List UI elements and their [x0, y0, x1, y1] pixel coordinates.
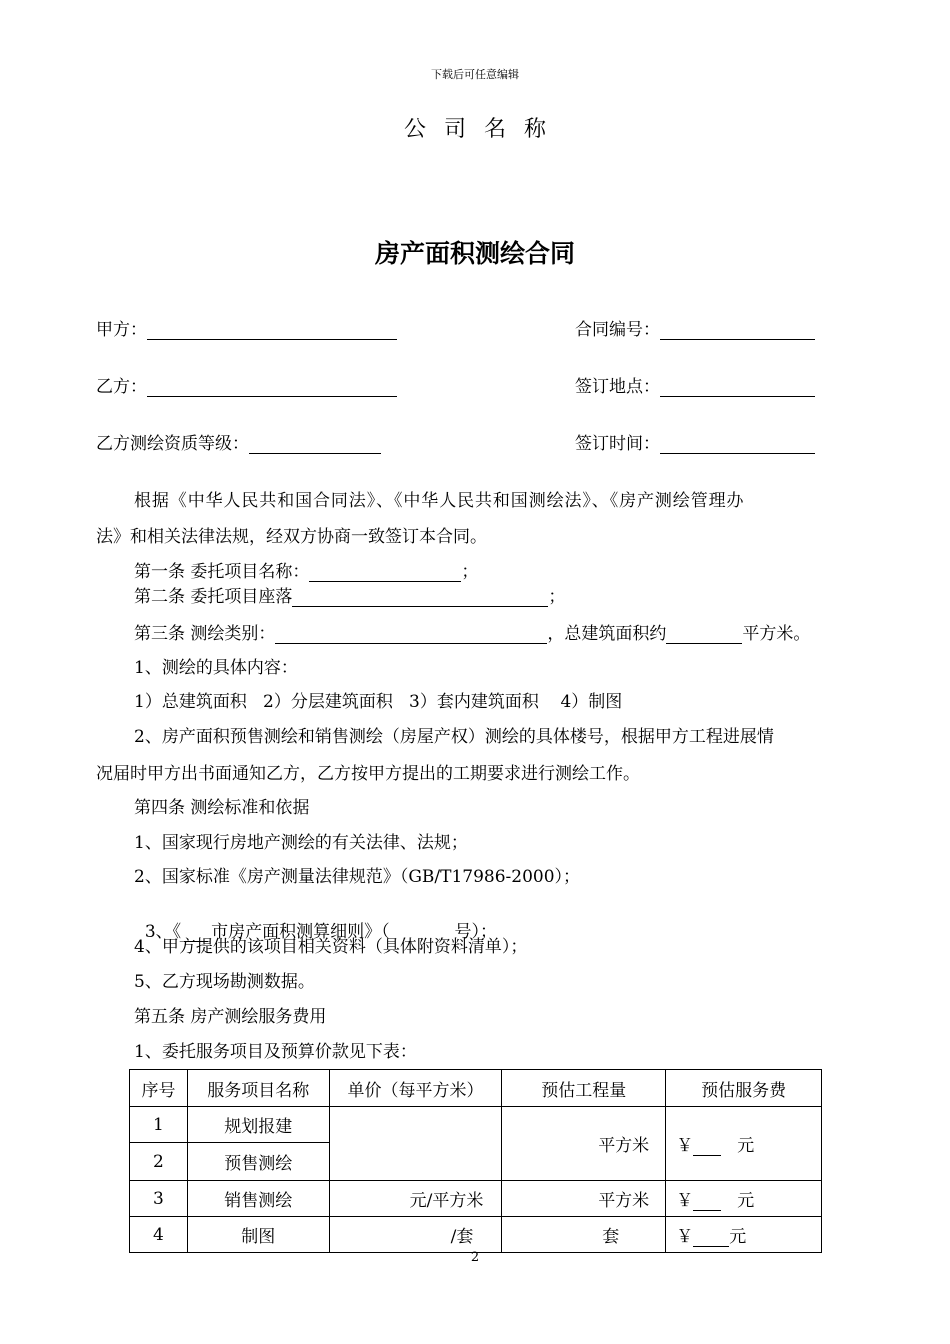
- sign-time-field: [575, 429, 815, 454]
- row-number: 2: [130, 1143, 188, 1181]
- table-header: 序号: [130, 1070, 188, 1107]
- party-a-label: 甲方：: [96, 320, 147, 340]
- page-number: 2: [470, 1250, 480, 1265]
- currency-symbol: ￥: [676, 1136, 694, 1156]
- article-2-label: 第二条 委托项目座落: [134, 587, 293, 607]
- sign-time-blank[interactable]: [660, 435, 815, 454]
- table-header: 单价（每平方米）: [329, 1070, 502, 1107]
- intro-line-2: 法》和相关法律法规，经双方协商一致签订本合同。: [96, 527, 487, 547]
- para2-line-1: 2、房产面积预售测绘和销售测绘（房屋产权）测绘的具体楼号，根据甲方工程进展情: [134, 727, 774, 747]
- merged-price-cell[interactable]: [329, 1107, 502, 1181]
- table-row: [130, 1181, 822, 1217]
- para2-line-2: 况届时甲方出书面通知乙方，乙方按甲方提出的工期要求进行测绘工作。: [96, 764, 640, 784]
- document-title: 房产面积测绘合同: [374, 239, 575, 268]
- project-location-blank[interactable]: [292, 588, 548, 607]
- article-5-sub: 1、委托服务项目及预算价款见下表：: [134, 1042, 417, 1062]
- article-4-item-4: 4、甲方提供的该项目相关资料（具体附资料清单）；: [134, 937, 528, 957]
- article-1-label: 第一条 委托项目名称：: [134, 562, 310, 582]
- article-1: [134, 557, 478, 582]
- sign-time-label: 签订时间：: [575, 434, 660, 454]
- merged-qty-cell[interactable]: [502, 1107, 666, 1181]
- article-4-title: 第四条 测绘标准和依据: [134, 798, 310, 818]
- table-header: 服务项目名称: [187, 1070, 329, 1107]
- sign-place-field: [575, 372, 815, 397]
- content-items: 1）总建筑面积 2）分层建筑面积 3）套内建筑面积 4）制图: [134, 692, 623, 712]
- fee-blank[interactable]: [693, 1137, 721, 1156]
- row-service-name: 预售测绘: [187, 1143, 329, 1181]
- fee-blank[interactable]: [693, 1192, 721, 1211]
- party-b-field: [96, 372, 397, 397]
- row-qty-unit[interactable]: 套: [502, 1217, 666, 1253]
- article-4-item-5: 5、乙方现场勘测数据。: [134, 972, 315, 992]
- row-fee-cell[interactable]: [666, 1181, 822, 1217]
- qualification-field: [96, 429, 381, 454]
- article-3-end: 平方米。: [742, 624, 811, 644]
- row-number: 3: [130, 1181, 188, 1217]
- row-service-name: 销售测绘: [187, 1181, 329, 1217]
- survey-type-blank[interactable]: [275, 625, 547, 644]
- fee-table: [129, 1069, 822, 1253]
- merged-fee-unit: 元: [737, 1136, 755, 1156]
- row-qty-unit[interactable]: 平方米: [502, 1181, 666, 1217]
- qualification-blank[interactable]: [249, 435, 381, 454]
- row-fee-unit: 元: [737, 1191, 755, 1211]
- article-4-item-3-rest: 市房产面积测算细则》（ 号）；: [211, 922, 497, 942]
- total-area-blank[interactable]: [666, 625, 742, 644]
- row-fee-unit: 元: [729, 1227, 747, 1247]
- party-a-field: [96, 315, 397, 340]
- article-3-mid: ，总建筑面积约: [547, 624, 667, 644]
- currency-symbol: ￥: [676, 1227, 694, 1247]
- table-row: [130, 1217, 822, 1253]
- row-fee-cell[interactable]: [666, 1217, 822, 1253]
- row-service-name: 制图: [187, 1217, 329, 1253]
- contract-no-field: [575, 315, 815, 340]
- currency-symbol: ￥: [676, 1191, 694, 1211]
- party-a-blank[interactable]: [147, 321, 397, 340]
- table-header-row: [130, 1070, 822, 1107]
- article-1-end: ；: [461, 562, 479, 582]
- merged-fee-cell[interactable]: [666, 1107, 822, 1181]
- contract-no-label: 合同编号：: [575, 320, 660, 340]
- header-note: 下载后可任意编辑: [431, 68, 519, 81]
- sign-place-blank[interactable]: [660, 378, 815, 397]
- qualification-label: 乙方测绘资质等级：: [96, 434, 249, 454]
- table-header: 预估工程量: [502, 1070, 666, 1107]
- party-b-blank[interactable]: [147, 378, 397, 397]
- article-2-end: ；: [548, 587, 566, 607]
- row-price-unit[interactable]: 元/平方米: [329, 1181, 502, 1217]
- content-title: 1、测绘的具体内容：: [134, 658, 298, 678]
- company-name: 公司名称: [403, 117, 564, 142]
- row-number: 1: [130, 1107, 188, 1143]
- article-3-label: 第三条 测绘类别：: [134, 624, 276, 644]
- article-4-item-1: 1、国家现行房地产测绘的有关法律、法规；: [134, 833, 468, 853]
- intro-line-1: 根据《中华人民共和国合同法》、《中华人民共和国测绘法》、《房产测绘管理办: [134, 491, 745, 511]
- row-service-name: 规划报建: [187, 1107, 329, 1143]
- article-3: [134, 619, 810, 644]
- table-row: [130, 1107, 822, 1143]
- row-number: 4: [130, 1217, 188, 1253]
- fee-blank[interactable]: [693, 1228, 729, 1247]
- article-2: [134, 582, 565, 607]
- merged-qty-unit: 平方米: [598, 1136, 650, 1156]
- table-header: 预估服务费: [666, 1070, 822, 1107]
- sign-place-label: 签订地点：: [575, 377, 660, 397]
- project-name-blank[interactable]: [309, 563, 461, 582]
- article-5-title: 第五条 房产测绘服务费用: [134, 1007, 327, 1027]
- party-b-label: 乙方：: [96, 377, 147, 397]
- article-4-item-3-start: 3、《: [144, 922, 182, 942]
- contract-no-blank[interactable]: [660, 321, 815, 340]
- article-4-item-2: 2、国家标准《房产测量法律规范》（GB/T17986-2000）；: [134, 867, 581, 887]
- row-price-unit[interactable]: /套: [329, 1217, 502, 1253]
